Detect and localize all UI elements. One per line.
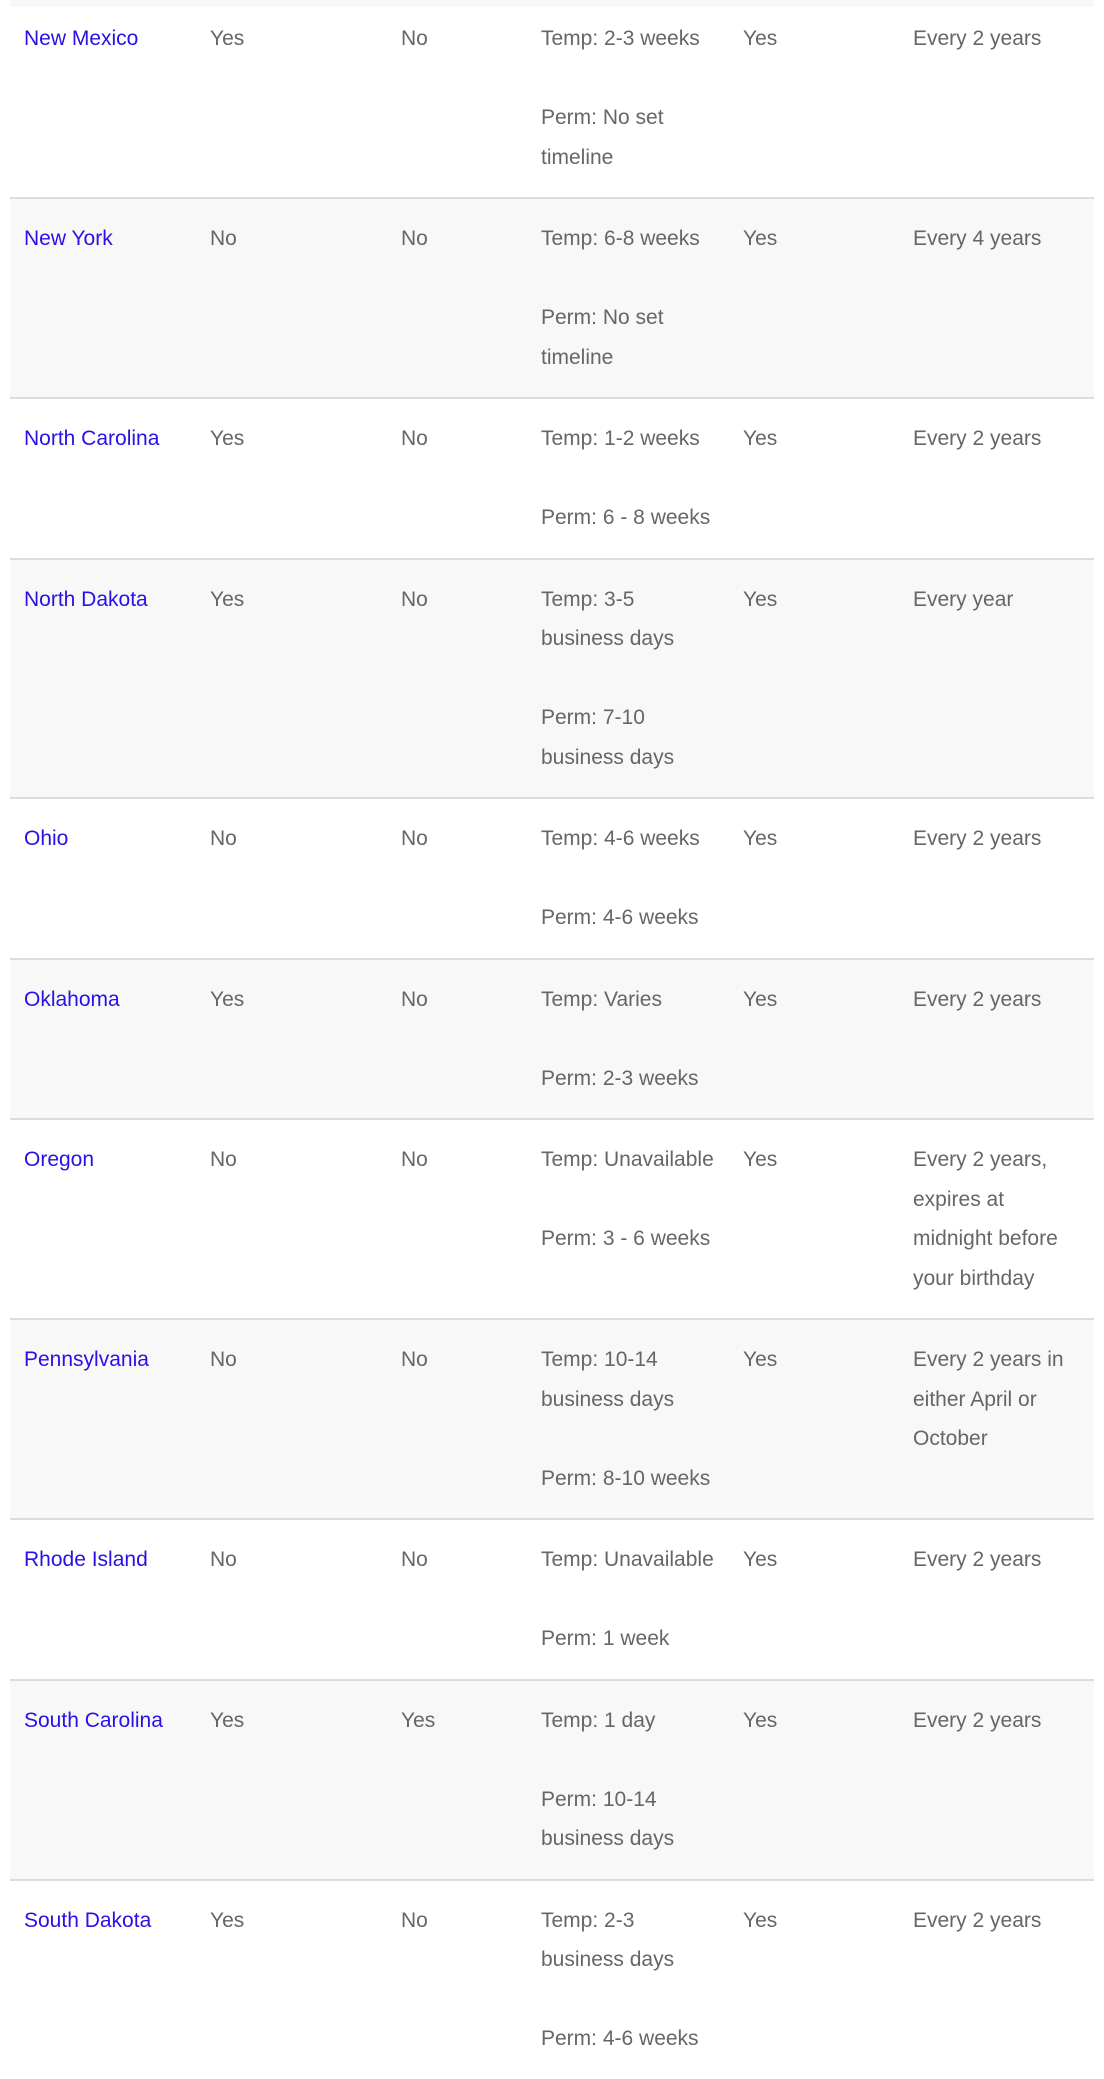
column-5-cell: Yes [743,227,778,250]
state-link[interactable]: South Carolina [24,1708,163,1732]
processing-time-cell [527,559,729,799]
state-cell [10,959,196,1120]
table-row [10,798,1094,959]
state-link[interactable]: North Carolina [24,427,160,450]
spacer [541,1740,715,1780]
column-3-cell: No [401,27,428,50]
table-row [10,0,1094,198]
state-link[interactable]: New York [24,227,113,250]
temp-time: Temp: 1 day [541,1708,656,1732]
state-cell [10,798,196,959]
spacer [541,1980,715,2020]
perm-time: Perm: No set timeline [541,106,664,169]
perm-time: Perm: 6 - 8 weeks [541,506,711,529]
column-5-cell: Yes [743,1708,778,1732]
column-3-cell: No [401,1548,428,1571]
perm-time: Perm: 4-6 weeks [541,906,699,929]
temp-time: Temp: 10-14 business days [541,1348,675,1411]
perm-time: Perm: 10-14 business days [541,1787,675,1850]
renewal-cell: Every 2 years [913,827,1042,850]
processing-time-cell [527,1119,729,1319]
table-row [10,1519,1094,1680]
table-body [10,0,1094,2079]
column-5-cell: Yes [743,1548,778,1571]
temp-time: Temp: 4-6 weeks [541,827,700,850]
renewal-cell: Every 2 years [913,987,1042,1011]
state-cell [10,398,196,559]
perm-time: Perm: 1 week [541,1627,670,1650]
state-link[interactable]: Oregon [24,1148,95,1171]
temp-time: Temp: 1-2 weeks [541,427,700,450]
spacer [541,859,715,899]
state-cell [10,0,196,198]
state-cell [10,1319,196,1519]
temp-time: Temp: 2-3 weeks [541,27,700,50]
table-row [10,959,1094,1120]
temp-time: Temp: Unavailable [541,1148,714,1171]
processing-time-cell [527,398,729,559]
column-3-cell: Yes [401,1708,436,1732]
column-2-cell: Yes [210,427,245,450]
processing-time-cell [527,1680,729,1880]
table-row [10,1119,1094,1319]
temp-time: Temp: 6-8 weeks [541,227,700,250]
table-row [10,1880,1094,2079]
column-2-cell: Yes [210,1908,245,1932]
renewal-cell: Every 2 years, expires at midnight before your birthday [913,1148,1058,1290]
spacer [541,1019,715,1059]
state-link[interactable]: Rhode Island [24,1548,148,1571]
processing-time-cell [527,1319,729,1519]
perm-time: Perm: 4-6 weeks [541,2027,699,2050]
state-requirements-table [10,0,1094,2079]
column-5-cell: Yes [743,1908,778,1932]
processing-time-cell [527,1880,729,2079]
renewal-cell: Every year [913,587,1014,611]
column-5-cell: Yes [743,1348,778,1371]
renewal-cell: Every 2 years [913,27,1042,50]
column-3-cell: No [401,1348,428,1371]
column-3-cell: No [401,827,428,850]
perm-time: Perm: 3 - 6 weeks [541,1227,711,1250]
column-3-cell: No [401,987,428,1011]
perm-time: Perm: 7-10 business days [541,706,675,769]
column-5-cell: Yes [743,827,778,850]
column-2-cell: No [210,1148,237,1171]
state-link[interactable]: Ohio [24,827,69,850]
temp-time: Temp: 2-3 business days [541,1908,675,1971]
perm-time: Perm: 8-10 weeks [541,1466,711,1490]
renewal-cell: Every 2 years [913,1548,1042,1571]
column-2-cell: Yes [210,27,245,50]
column-2-cell: No [210,1348,237,1371]
renewal-cell: Every 2 years [913,1708,1042,1732]
processing-time-cell [527,798,729,959]
column-3-cell: No [401,587,428,611]
processing-time-cell [527,1519,729,1680]
table-row [10,559,1094,799]
column-2-cell: No [210,827,237,850]
state-requirements-table-container [10,0,1094,2079]
column-2-cell: No [210,1548,237,1571]
state-cell [10,1680,196,1880]
table-row [10,398,1094,559]
state-cell [10,559,196,799]
column-5-cell: Yes [743,27,778,50]
state-link[interactable]: New Mexico [24,27,139,50]
renewal-cell: Every 4 years [913,227,1042,250]
table-row [10,1319,1094,1519]
state-cell [10,1519,196,1680]
column-2-cell: Yes [210,1708,245,1732]
table-row [10,1680,1094,1880]
column-3-cell: No [401,227,428,250]
state-cell [10,198,196,398]
column-2-cell: Yes [210,587,245,611]
column-3-cell: No [401,1148,428,1171]
processing-time-cell [527,0,729,198]
state-link[interactable]: North Dakota [24,587,148,611]
processing-time-cell [527,198,729,398]
state-link[interactable]: Oklahoma [24,987,120,1011]
renewal-cell: Every 2 years [913,1908,1042,1932]
table-row [10,198,1094,398]
column-3-cell: No [401,1908,428,1932]
spacer [541,459,715,499]
column-3-cell: No [401,427,428,450]
spacer [541,1180,715,1220]
temp-time: Temp: Unavailable [541,1548,714,1571]
column-5-cell: Yes [743,427,778,450]
spacer [541,1580,715,1620]
column-2-cell: No [210,227,237,250]
column-5-cell: Yes [743,587,778,611]
state-link[interactable]: Pennsylvania [24,1348,149,1371]
column-5-cell: Yes [743,1148,778,1171]
renewal-cell: Every 2 years [913,427,1042,450]
state-cell [10,1880,196,2079]
spacer [541,259,715,299]
spacer [541,59,715,99]
renewal-cell: Every 2 years in either April or October [913,1348,1064,1450]
state-cell [10,1119,196,1319]
spacer [541,1419,715,1459]
perm-time: Perm: No set timeline [541,306,664,369]
spacer [541,659,715,699]
perm-time: Perm: 2-3 weeks [541,1066,699,1090]
state-link[interactable]: South Dakota [24,1908,152,1932]
processing-time-cell [527,959,729,1120]
temp-time: Temp: 3-5 business days [541,587,675,650]
temp-time: Temp: Varies [541,987,662,1011]
column-2-cell: Yes [210,987,245,1011]
column-5-cell: Yes [743,987,778,1011]
